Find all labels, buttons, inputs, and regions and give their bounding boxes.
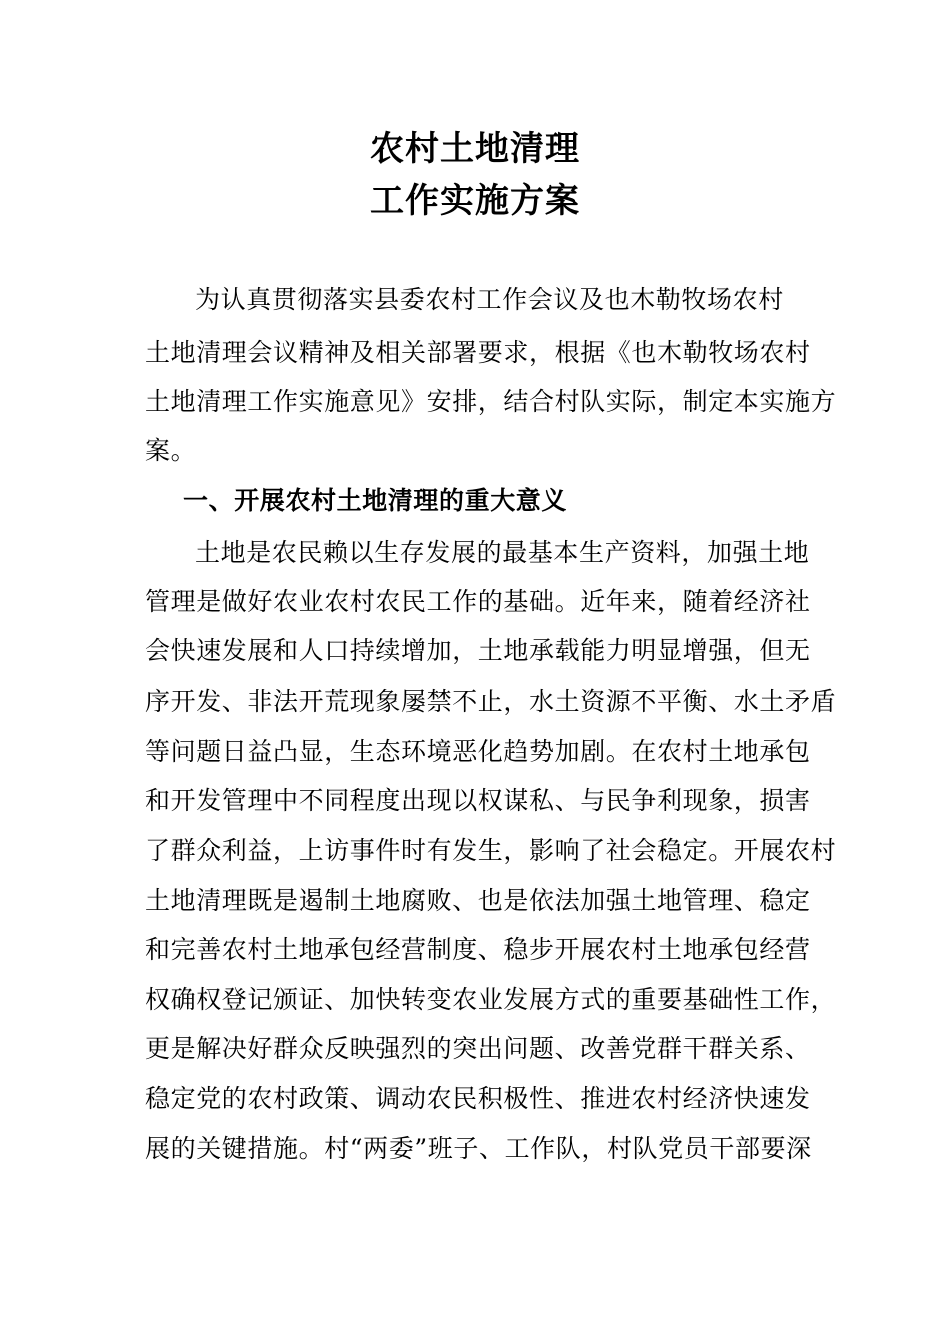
section-1-line-8: 土地清理既是遏制土地腐败、也是依法加强土地管理、稳定 (145, 886, 811, 915)
intro-line-2: 土地清理会议精神及相关部署要求，根据《也木勒牧场农村 (145, 338, 811, 367)
document-title-line-2: 工作实施方案 (370, 181, 580, 221)
section-1-line-4: 序开发、非法开荒现象屡禁不止，水土资源不平衡、水土矛盾 (145, 687, 837, 716)
section-1-heading: 一、开展农村土地清理的重大意义 (183, 486, 568, 515)
intro-line-3: 土地清理工作实施意见》安排，结合村队实际，制定本实施方 (145, 387, 837, 416)
section-1-line-7: 了群众利益，上访事件时有发生，影响了社会稳定。开展农村 (145, 836, 837, 865)
section-1-line-13: 展的关键措施。村“两委”班子、工作队，村队党员干部要深 (145, 1134, 812, 1163)
section-1-line-1: 土地是农民赖以生存发展的最基本生产资料，加强土地 (195, 538, 810, 567)
section-1-line-6: 和开发管理中不同程度出现以权谋私、与民争利现象，损害 (145, 786, 811, 815)
section-1-line-10: 权确权登记颁证、加快转变农业发展方式的重要基础性工作， (145, 985, 837, 1014)
intro-line-4: 案。 (145, 436, 197, 465)
section-1-line-9: 和完善农村土地承包经营制度、稳步开展农村土地承包经营 (145, 935, 811, 964)
section-1-line-11: 更是解决好群众反映强烈的突出问题、改善党群干群关系、 (145, 1034, 811, 1063)
section-1-line-3: 会快速发展和人口持续增加，土地承载能力明显增强，但无 (145, 636, 811, 665)
section-1-line-2: 管理是做好农业农村农民工作的基础。近年来，随着经济社 (145, 587, 811, 616)
section-1-line-5: 等问题日益凸显，生态环境恶化趋势加剧。在农村土地承包 (145, 737, 811, 766)
section-1-line-12: 稳定党的农村政策、调动农民积极性、推进农村经济快速发 (145, 1084, 811, 1113)
intro-line-1: 为认真贯彻落实县委农村工作会议及也木勒牧场农村 (195, 285, 784, 314)
document-title-line-1: 农村土地清理 (370, 129, 580, 169)
